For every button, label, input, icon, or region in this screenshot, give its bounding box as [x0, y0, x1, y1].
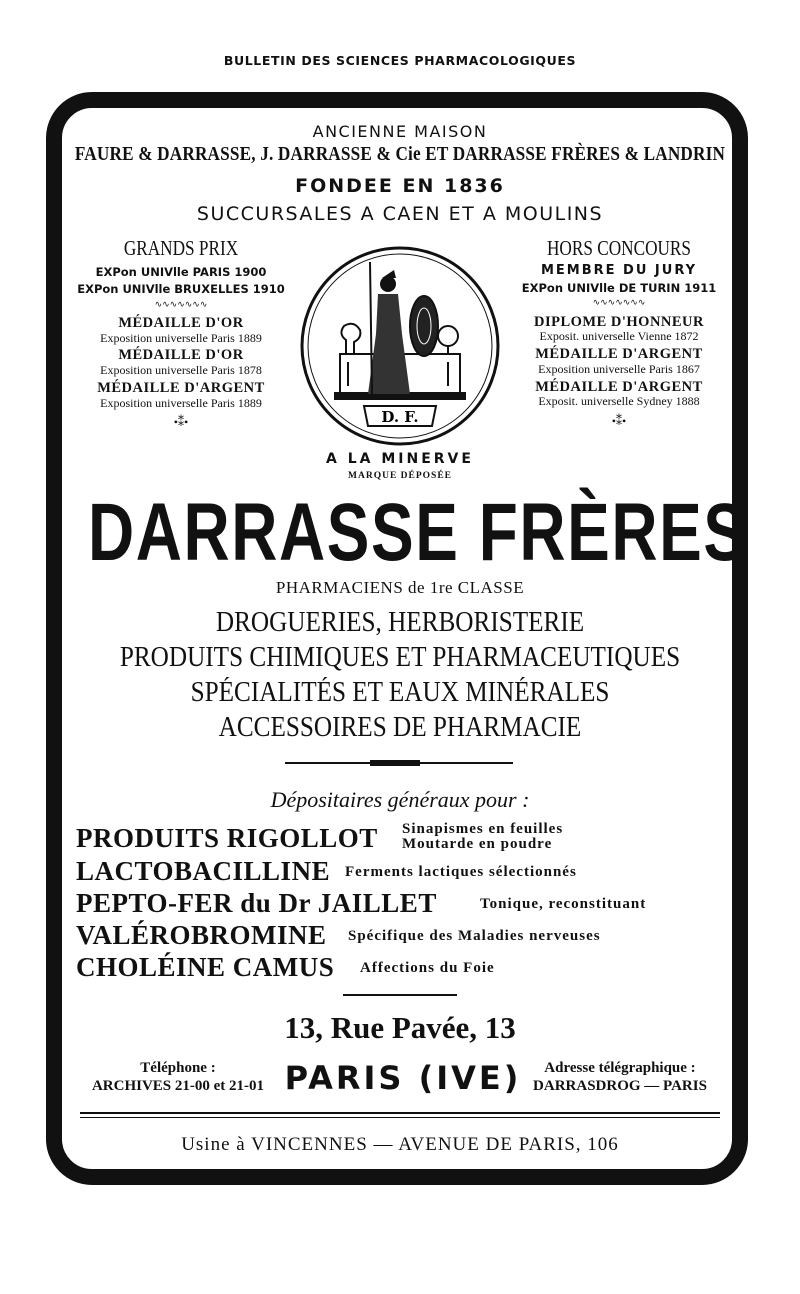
depositaires-heading: Dépositaires généraux pour : [270, 787, 530, 812]
product-name: PEPTO-FER du Dr JAILLET [76, 888, 437, 918]
medal-name: MÉDAILLE D'ARGENT [535, 346, 703, 363]
divider-rule [80, 1112, 720, 1114]
product-desc: Moutarde en poudre [402, 836, 553, 852]
brand-line: SPÉCIALITÉS ET EAUX MINÉRALES [190, 677, 610, 708]
product-name: CHOLÉINE CAMUS [76, 952, 335, 982]
left-expo-1: EXPon UNIVlle PARIS 1900 [95, 265, 267, 280]
divider-bold [370, 760, 420, 766]
medal-detail: Exposition universelle Paris 1878 [100, 363, 262, 378]
hors-concours-title: HORS CONCOURS [546, 236, 692, 260]
medal-name: MÉDAILLE D'ARGENT [535, 378, 703, 395]
medal-detail: Exposition universelle Paris 1889 [100, 330, 262, 345]
fondee: FONDEE EN 1836 [295, 175, 505, 197]
product-desc: Tonique, reconstituant [480, 896, 647, 912]
right-awards [508, 236, 730, 429]
telephone-numbers: ARCHIVES 21-00 et 21-01 [91, 1078, 265, 1094]
product-desc: Sinapismes en feuilles [402, 821, 564, 837]
divider-rule [80, 1117, 720, 1118]
brand-line: PRODUITS CHIMIQUES ET PHARMACEUTIQUES [119, 642, 681, 673]
emblem-initials: D. F. [381, 408, 419, 426]
grands-prix-title: GRANDS PRIX [123, 236, 239, 260]
list-item [76, 888, 437, 919]
product-name: LACTOBACILLINE [76, 856, 331, 886]
medal-name: MÉDAILLE D'OR [118, 347, 244, 364]
list-item [76, 952, 334, 983]
wave-ornament: ∿∿∿∿∿∿∿ [154, 298, 208, 309]
minerva-emblem [298, 244, 502, 448]
list-item [76, 823, 378, 854]
medal-name: DIPLOME D'HONNEUR [533, 313, 705, 330]
running-header: BULLETIN DES SCIENCES PHARMACOLOGIQUES [223, 53, 577, 68]
telegraph-block [518, 1059, 722, 1095]
fleuron-ornament: •⁑• [173, 415, 189, 430]
wave-ornament: ∿∿∿∿∿∿∿ [592, 297, 646, 308]
brand-name: DARRASSE FRÈRES [88, 487, 748, 578]
emblem-caption: A LA MINERVE [326, 451, 474, 467]
divider-rule [343, 994, 457, 996]
telephone-block [72, 1059, 284, 1095]
telegraph-label: Adresse télégraphique : [544, 1060, 696, 1076]
product-desc: Spécifique des Maladies nerveuses [348, 928, 601, 944]
telegraph-value: DARRASDROG — PARIS [533, 1078, 707, 1094]
marque-deposee: MARQUE DÉPOSÉE [348, 471, 452, 481]
left-expo-2: EXPon UNIVlle BRUXELLES 1910 [77, 282, 285, 297]
fleuron-ornament: •⁑• [611, 414, 627, 429]
succursales: SUCCURSALES A CAEN ET A MOULINS [196, 203, 604, 225]
medal-detail: Exposit. universelle Vienne 1872 [539, 329, 699, 344]
usine-footer: Usine à VINCENNES — AVENUE DE PARIS, 106 [181, 1134, 619, 1155]
ancienne-maison: ANCIENNE MAISON [312, 122, 488, 141]
city: PARIS (IVE) [284, 1059, 522, 1097]
brand-subtitle: PHARMACIENS de 1re CLASSE [275, 578, 525, 597]
list-item [76, 856, 330, 887]
medal-detail: Exposit. universelle Sydney 1888 [538, 394, 700, 409]
brand-line: DROGUERIES, HERBORISTERIE [215, 607, 585, 638]
left-awards [70, 236, 292, 430]
brand-line: ACCESSOIRES DE PHARMACIE [218, 712, 582, 743]
medal-detail: Exposition universelle Paris 1889 [100, 395, 262, 410]
product-name: VALÉROBROMINE [76, 920, 327, 950]
product-desc: Affections du Foie [360, 960, 495, 976]
medal-name: MÉDAILLE D'OR [118, 314, 244, 331]
membre-du-jury: MEMBRE DU JURY [540, 263, 698, 279]
telephone-label: Téléphone : [140, 1060, 216, 1076]
maison-names: FAURE & DARRASSE, J. DARRASSE & Cie ET DARRASSE FRÈRES & LANDRIN [74, 143, 726, 165]
right-expo: EXPon UNIVlle DE TURIN 1911 [521, 281, 717, 296]
medal-name: MÉDAILLE D'ARGENT [97, 379, 265, 396]
list-item [76, 920, 327, 951]
medal-detail: Exposition universelle Paris 1867 [538, 361, 700, 376]
product-name: PRODUITS RIGOLLOT [76, 823, 378, 853]
street-address: 13, Rue Pavée, 13 [284, 1010, 516, 1045]
product-desc: Ferments lactiques sélectionnés [345, 864, 577, 880]
